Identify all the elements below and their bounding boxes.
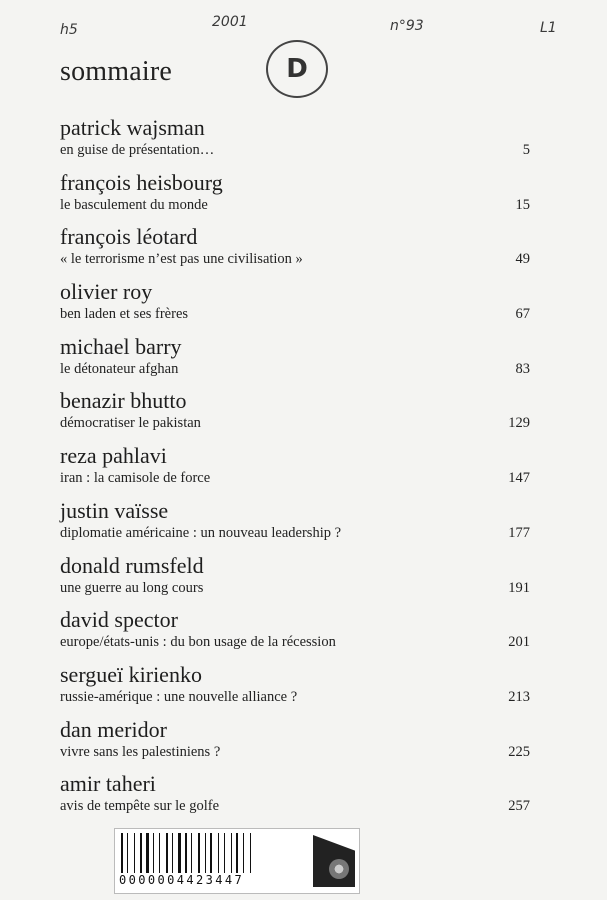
entry-page-number: 83 [515, 360, 530, 377]
toc-entry[interactable] [60, 607, 530, 662]
barcode-bar [205, 833, 206, 873]
toc-entry[interactable] [60, 717, 530, 772]
barcode-bar [231, 833, 232, 873]
barcode-bar [185, 833, 187, 873]
entry-subtitle: en guise de présentation… [60, 142, 215, 158]
handwritten-note-top-left: h5 [60, 22, 78, 38]
entry-author: david spector [60, 607, 178, 633]
entry-author: michael barry [60, 333, 182, 359]
barcode-bar [191, 833, 192, 873]
barcode-bar [210, 833, 212, 873]
toc-entry[interactable] [60, 388, 530, 443]
handwritten-issue-number: n°93 [390, 18, 424, 34]
barcode-bar [166, 833, 168, 873]
barcode-bar [134, 833, 135, 873]
entry-page-number: 225 [508, 743, 530, 760]
entry-author: reza pahlavi [60, 443, 167, 469]
entry-subtitle: ben laden et ses frères [60, 306, 189, 323]
barcode-bar [224, 833, 225, 873]
entry-author: patrick wajsman [60, 115, 205, 140]
barcode-bar [127, 833, 128, 873]
entry-subtitle: le détonateur afghan [60, 360, 179, 377]
entry-subtitle: vivre sans les palestiniens ? [60, 743, 221, 760]
entry-subtitle: diplomatie américaine : un nouveau leadership ? [60, 524, 342, 541]
entry-author: donald rumsfeld [60, 552, 204, 578]
entry-page-number: 5 [522, 142, 530, 158]
page-title: sommaire [60, 56, 173, 87]
barcode-bar [146, 833, 149, 873]
entry-author: amir taheri [60, 771, 156, 797]
entry-page-number: 147 [508, 470, 530, 487]
entry-subtitle: europe/états-unis : du bon usage de la récession [60, 634, 336, 651]
entry-author: justin vaïsse [60, 497, 169, 523]
barcode-bar [153, 833, 154, 873]
barcode-bar [218, 833, 219, 873]
entry-subtitle: une guerre au long cours [60, 579, 204, 596]
toc-entry[interactable] [60, 170, 530, 225]
barcode-bar [250, 833, 251, 873]
entry-subtitle: démocratiser le pakistan [60, 415, 201, 432]
barcode-bar [178, 833, 181, 873]
entry-author: françois heisbourg [60, 169, 223, 195]
publisher-logo-emblem [329, 859, 349, 879]
entry-page-number: 49 [515, 251, 530, 268]
barcode-bar [172, 833, 173, 873]
barcode-bars [121, 833, 311, 873]
toc-entry[interactable] [60, 115, 530, 170]
barcode-bar [121, 833, 123, 873]
barcode-number: 0000004423447 [119, 873, 245, 887]
barcode-bar [236, 833, 238, 873]
table-of-contents [60, 115, 530, 826]
barcode-bar [198, 833, 200, 873]
library-stamp [266, 40, 328, 98]
entry-page-number: 201 [508, 634, 530, 651]
toc-entry[interactable] [60, 553, 530, 608]
entry-author: françois léotard [60, 224, 198, 250]
entry-page-number: 15 [515, 196, 530, 213]
handwritten-note-top-right: L1 [540, 20, 557, 36]
entry-subtitle: le basculement du monde [60, 196, 208, 213]
barcode-label [114, 828, 360, 894]
barcode-bar [243, 833, 244, 873]
handwritten-year: 2001 [212, 14, 248, 30]
stamp-letter: D [286, 54, 308, 84]
toc-entry[interactable] [60, 498, 530, 553]
entry-subtitle: « le terrorisme n’est pas une civilisation » [60, 251, 303, 268]
toc-entry[interactable] [60, 771, 530, 826]
entry-author: olivier roy [60, 279, 153, 305]
barcode-bar [159, 833, 160, 873]
toc-entry[interactable] [60, 224, 530, 279]
entry-page-number: 213 [508, 688, 530, 705]
entry-subtitle: avis de tempête sur le golfe [60, 798, 220, 815]
entry-page-number: 191 [508, 579, 530, 596]
entry-author: sergueï kirienko [60, 661, 202, 687]
toc-entry[interactable] [60, 443, 530, 498]
toc-entry[interactable] [60, 334, 530, 389]
entry-subtitle: russie-amérique : une nouvelle alliance ? [60, 688, 298, 705]
entry-subtitle: iran : la camisole de force [60, 470, 211, 487]
entry-page-number: 177 [508, 524, 530, 541]
toc-entry[interactable] [60, 279, 530, 334]
toc-entry[interactable] [60, 662, 530, 717]
barcode-bar [140, 833, 142, 873]
entry-page-number: 257 [508, 798, 530, 815]
entry-page-number: 129 [508, 415, 530, 432]
entry-author: dan meridor [60, 716, 167, 742]
entry-page-number: 67 [515, 306, 530, 323]
entry-author: benazir bhutto [60, 388, 187, 414]
